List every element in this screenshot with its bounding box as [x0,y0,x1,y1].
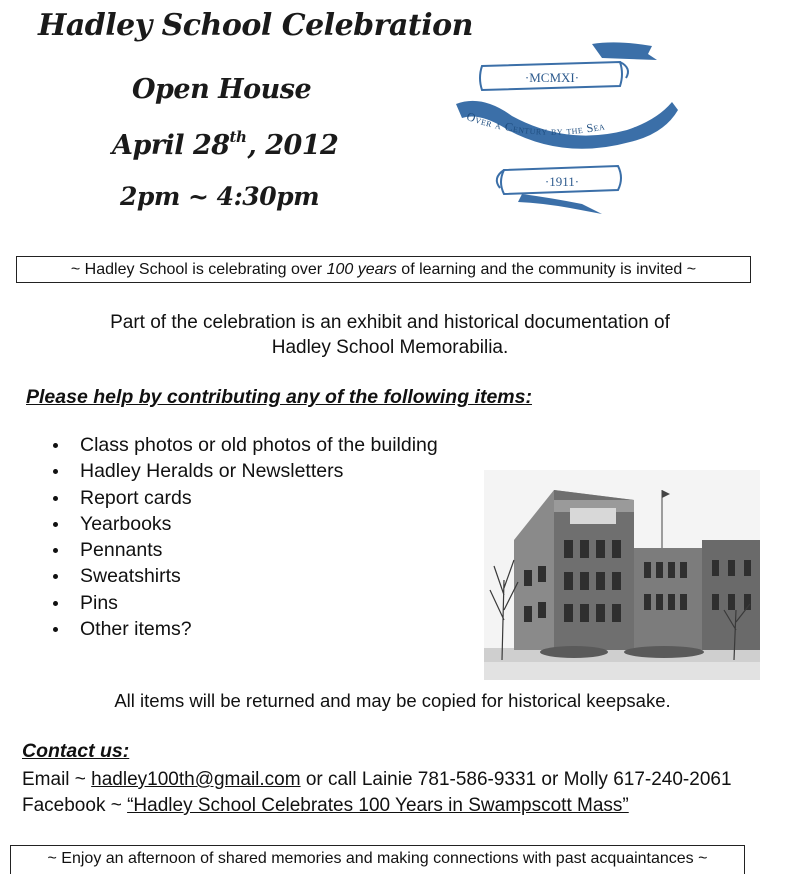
list-item-label: Sweatshirts [80,565,181,588]
banner-text-before: ~ Hadley School is celebrating over [70,261,327,278]
contact-heading: Contact us: [22,740,130,762]
seal-motto: Over a Century by the Sea [464,109,607,138]
list-item [50,590,438,616]
banner-text-after: of learning and the community is invited ~ [396,261,697,278]
list-item-label: Hadley Heralds or Newsletters [80,460,344,483]
list-item [50,537,438,563]
date-year: , 2012 [247,130,339,161]
list-item [50,432,438,458]
centennial-seal-logo [452,38,682,218]
seal-roman-year: ·MCMXI· [524,70,580,85]
list-item [50,458,438,484]
email-label: Email ~ [22,769,92,790]
list-item-label: Yearbooks [80,512,172,535]
list-item-label: Pennants [80,539,163,562]
bullet-icon [53,548,58,553]
email-contact-line [22,769,732,791]
closing-banner: ~ Enjoy an afternoon of shared memories and making connections with past acquaintances ~ [10,845,745,874]
list-item-label: Report cards [80,486,192,509]
event-time: 2pm ~ 4:30pm [120,182,320,211]
event-name: Open House [132,74,312,105]
event-date [112,128,338,161]
celebration-banner [16,256,751,283]
facebook-link[interactable]: “Hadley School Celebrates 100 Years in Swampscott Mass” [127,795,629,816]
list-item [50,563,438,589]
contribution-heading: Please help by contributing any of the following items: [26,386,532,408]
intro-line-1: Part of the celebration is an exhibit and historical documentation of [110,312,670,333]
bullet-icon [53,496,58,501]
list-item-label: Pins [80,591,118,614]
bullet-icon [53,574,58,579]
email-link[interactable]: hadley100th@gmail.com [91,769,301,790]
list-item [50,616,438,642]
contribution-list [50,432,438,642]
page-title: Hadley School Celebration [38,8,473,43]
list-item [50,485,438,511]
bullet-icon [53,601,58,606]
banner-text-emphasis: 100 years [326,261,397,278]
school-building-photo [484,470,760,680]
date-suffix: th [229,128,247,146]
bullet-icon [53,469,58,474]
facebook-contact-line [22,795,629,817]
list-item [50,511,438,537]
facebook-label: Facebook ~ [22,795,128,816]
list-item-label: Other items? [80,618,192,641]
bullet-icon [53,522,58,527]
phone-contacts: or call Lainie 781-586-9331 or Molly 617-240-2061 [300,769,732,790]
date-day: April 28 [112,130,230,161]
seal-year: ·1911· [544,174,580,189]
bullet-icon [53,443,58,448]
return-note: All items will be returned and may be copied for historical keepsake. [114,690,671,711]
bullet-icon [53,627,58,632]
intro-line-2: Hadley School Memorabilia. [271,337,509,358]
intro-paragraph [40,310,740,360]
list-item-label: Class photos or old photos of the building [80,434,438,456]
